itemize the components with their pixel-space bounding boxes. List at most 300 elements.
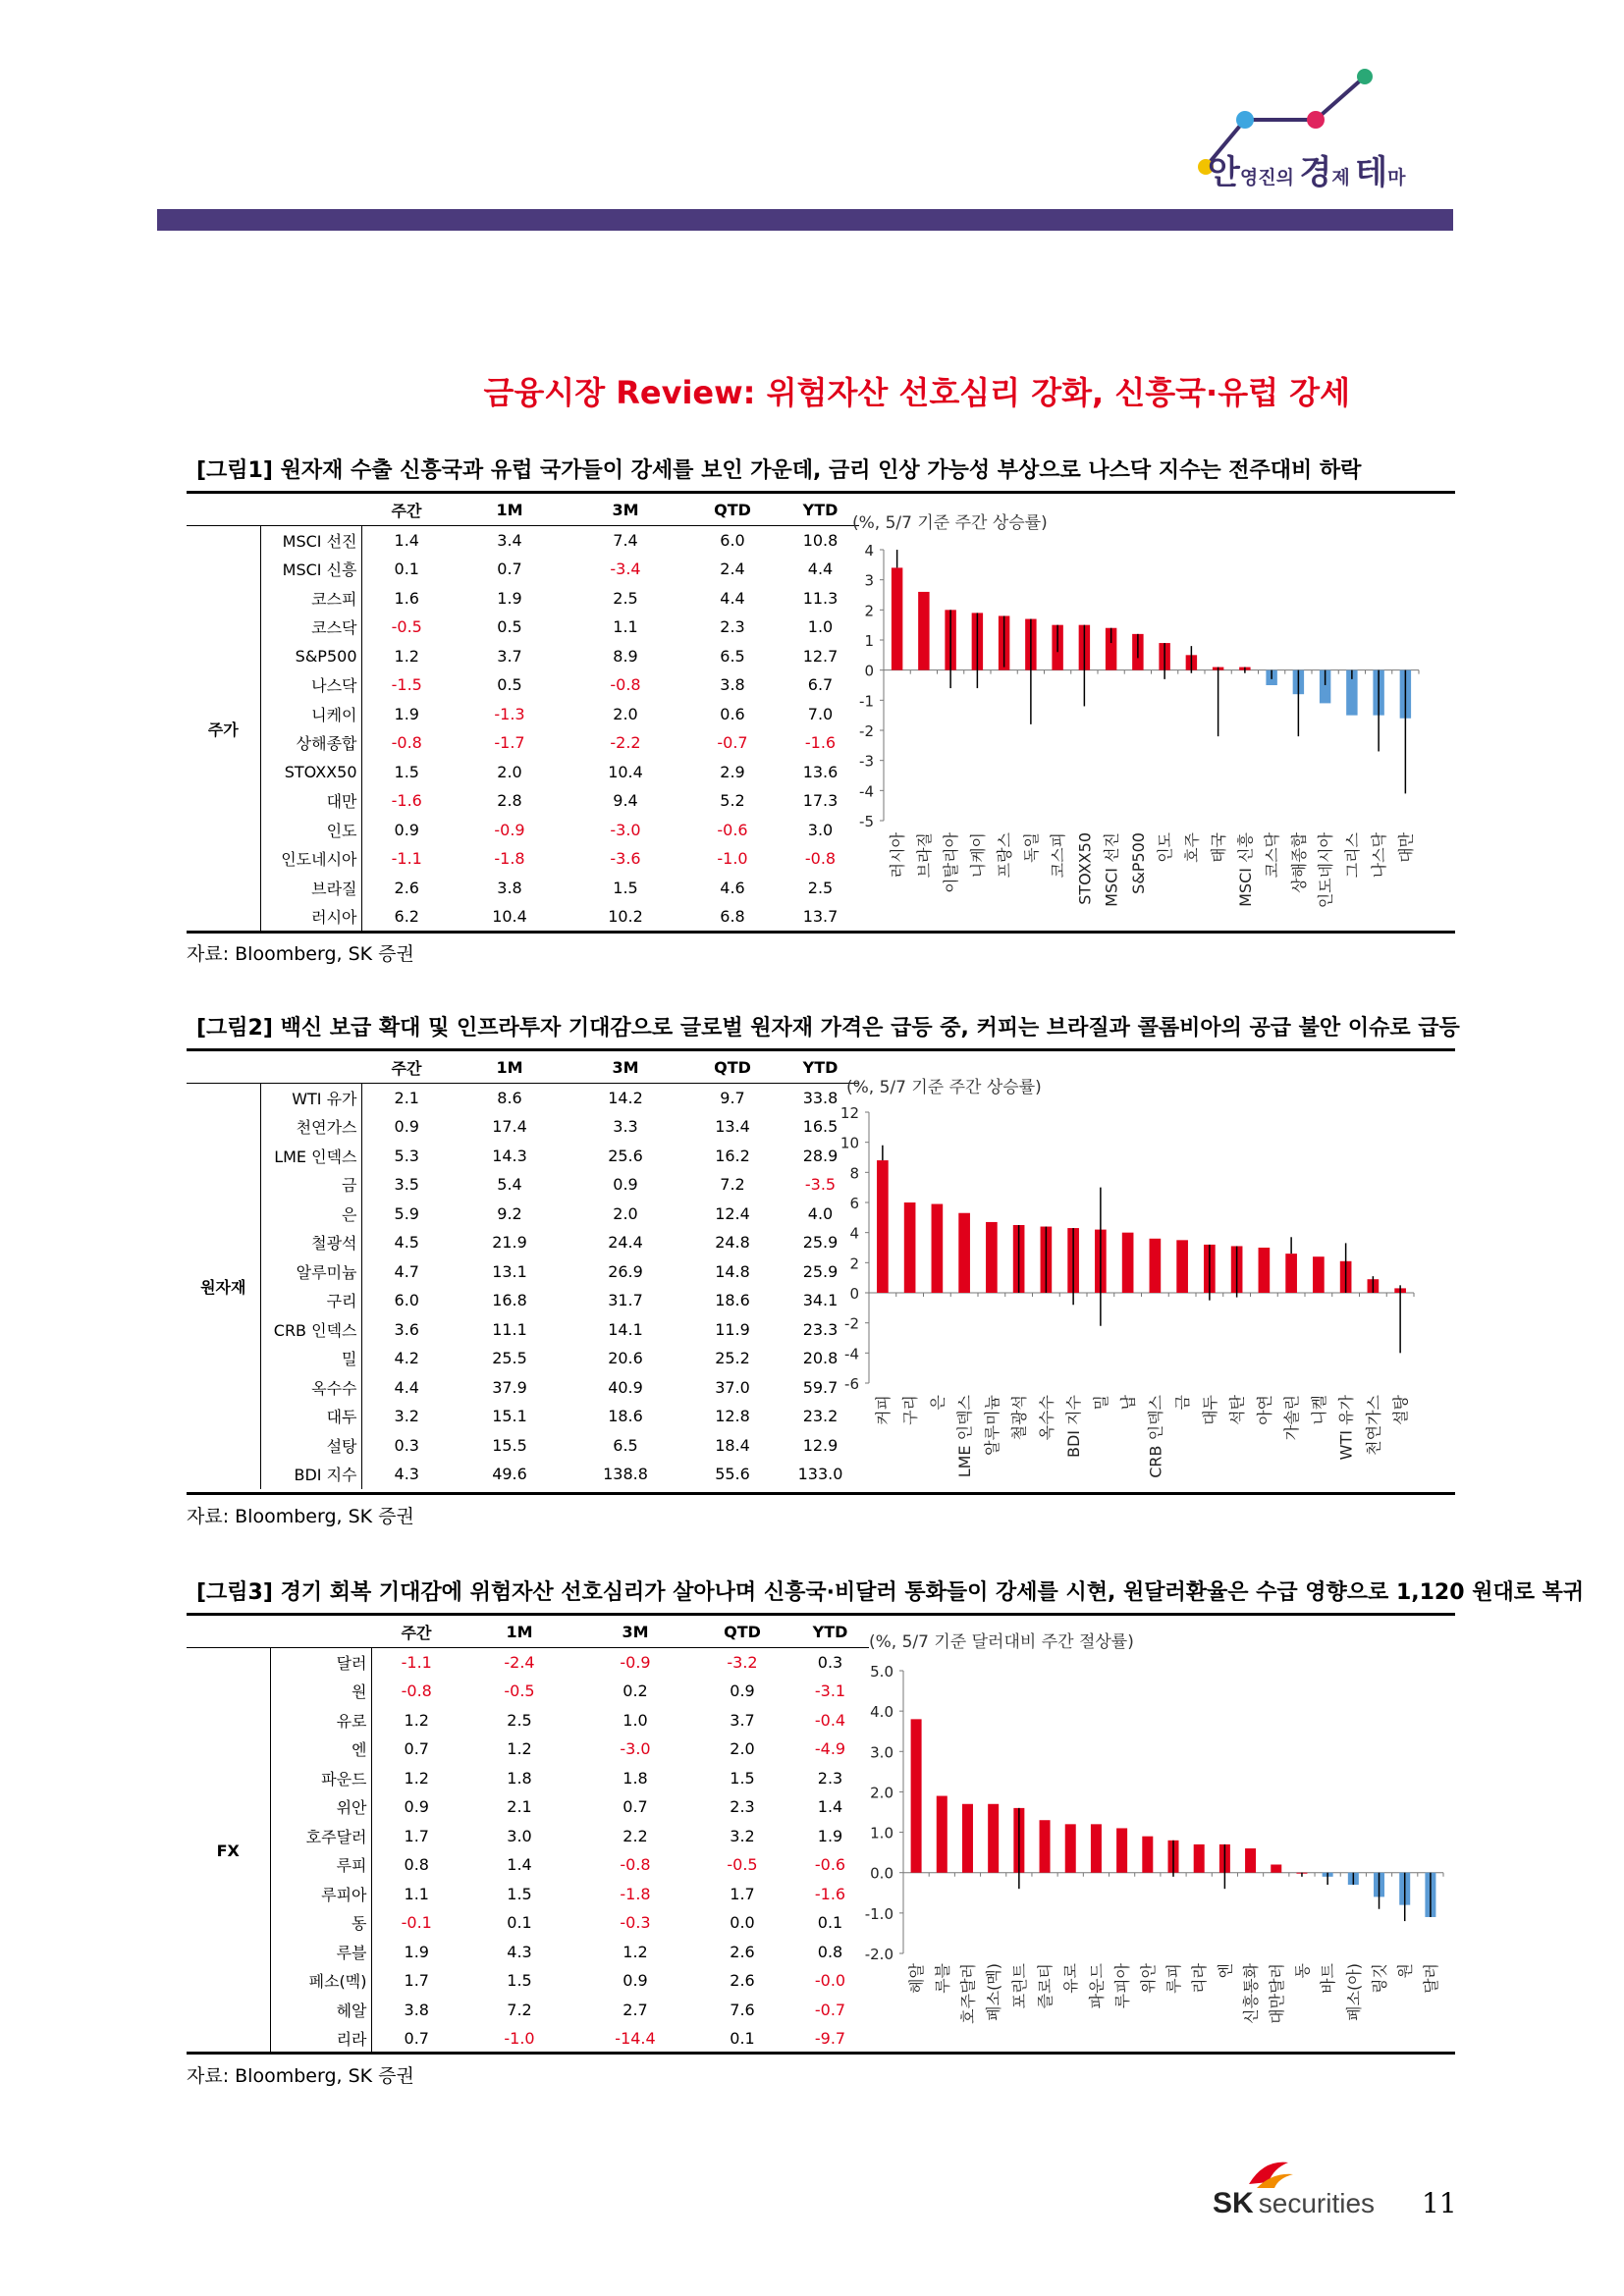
fig1-source: 자료: Bloomberg, SK 증권 [187, 943, 414, 965]
x-tick-label: 인도네시아 [1316, 832, 1335, 909]
bar [1065, 1824, 1076, 1872]
y-tick-label: 3 [864, 571, 874, 590]
x-tick-label: 유로 [1061, 1963, 1081, 1994]
bar [904, 1202, 916, 1293]
row-label: CRB 인덱스 [260, 1315, 361, 1345]
table-cell: -3.2 [727, 1652, 758, 1672]
table-cell: 3.8 [720, 675, 745, 695]
fig2-chart [825, 1095, 1434, 1507]
fig1-chart-note: (%, 5/7 기준 주간 상승률) [852, 513, 1048, 533]
table-cell: 25.9 [802, 1233, 839, 1253]
bar [958, 1213, 970, 1293]
table-cell: 49.6 [492, 1465, 527, 1484]
table-cell: 1.9 [394, 704, 419, 723]
table-row [187, 1083, 859, 1112]
table-row [187, 786, 859, 816]
table-cell: 0.1 [507, 1913, 532, 1933]
table-cell: 4.5 [394, 1233, 419, 1253]
x-tick-label: 태국 [1209, 832, 1228, 863]
y-tick-label: 2 [864, 602, 874, 620]
table-header-row [187, 1053, 859, 1083]
table-row [187, 758, 859, 787]
x-tick-label: STOXX50 [1075, 832, 1095, 905]
y-tick-label: -1 [859, 692, 874, 711]
table-row [187, 728, 859, 758]
table-cell: 3.8 [404, 2000, 429, 2019]
table-row [187, 1735, 869, 1764]
group-label: 원자재 [187, 1083, 260, 1489]
fig2-source: 자료: Bloomberg, SK 증권 [187, 1506, 414, 1527]
fig2-table [187, 1053, 859, 1489]
table-cell: -0.8 [620, 1855, 651, 1875]
table-cell: 0.7 [404, 1739, 429, 1759]
table-cell: 0.1 [394, 560, 419, 579]
table-row [187, 1373, 859, 1403]
table-cell: -1.6 [814, 1884, 846, 1903]
table-row [187, 816, 859, 845]
table-cell: 20.6 [608, 1349, 643, 1368]
table-cell: 6.0 [720, 530, 745, 550]
bar [1285, 1254, 1297, 1293]
column-header: QTD [714, 1058, 751, 1078]
table-row [187, 1792, 869, 1822]
table-cell: 12.4 [715, 1203, 750, 1223]
table-cell: 2.0 [613, 1203, 638, 1223]
table-cell: 1.2 [404, 1768, 429, 1788]
x-tick-label: BDI 지수 [1064, 1395, 1084, 1459]
y-tick-label: 3.0 [870, 1743, 893, 1762]
y-tick-label: 4 [849, 1224, 859, 1243]
row-label: 상해종합 [260, 728, 361, 758]
row-label: 인도네시아 [260, 844, 361, 874]
table-cell: 6.2 [394, 907, 419, 927]
table-row [187, 1908, 869, 1938]
x-tick-label: 설탕 [1391, 1395, 1411, 1425]
x-tick-label: 납 [1118, 1395, 1138, 1411]
table-cell: 13.1 [492, 1261, 527, 1281]
table-cell: 3.2 [730, 1826, 755, 1845]
table-cell: -1.0 [717, 849, 748, 869]
row-label: 코스피 [260, 584, 361, 614]
table-cell: 1.5 [394, 762, 419, 781]
bar [1122, 1233, 1134, 1293]
table-cell: 16.5 [802, 1117, 839, 1137]
row-label: 러시아 [260, 902, 361, 932]
table-row [187, 2024, 869, 2054]
row-label: LME 인덱스 [260, 1142, 361, 1171]
table-cell: -1.8 [494, 849, 525, 869]
row-label: 엔 [270, 1735, 371, 1764]
table-cell: 8.9 [613, 646, 638, 666]
table-cell: 10.2 [608, 907, 643, 927]
fig2-chart-note: (%, 5/7 기준 주간 상승률) [846, 1078, 1042, 1097]
table-cell: 37.9 [492, 1377, 527, 1397]
table-cell: 0.7 [497, 560, 522, 579]
table-cell: 0.9 [394, 1117, 419, 1137]
table-cell: 23.2 [802, 1407, 839, 1426]
x-tick-label: 대만달러 [1267, 1963, 1286, 2024]
table-row [187, 1257, 859, 1287]
table-cell: 31.7 [608, 1291, 643, 1310]
table-cell: 11.3 [802, 588, 839, 608]
table-cell: 1.2 [623, 1942, 648, 1961]
x-tick-label: 바트 [1319, 1963, 1338, 1994]
table-row [187, 1112, 859, 1142]
table-cell: 7.4 [613, 530, 638, 550]
table-cell: 4.3 [394, 1465, 419, 1484]
table-row [187, 525, 859, 555]
table-cell: 4.4 [807, 560, 834, 579]
column-header: YTD [802, 501, 839, 520]
table-cell: 0.0 [730, 1913, 755, 1933]
y-tick-label: 12 [839, 1104, 859, 1122]
table-cell: 2.0 [613, 704, 638, 723]
row-label: 브라질 [260, 874, 361, 903]
table-cell: 6.7 [807, 675, 834, 695]
x-tick-label: 나스닥 [1370, 832, 1389, 879]
header-band [157, 209, 1453, 231]
table-row [187, 1996, 869, 2025]
table-cell: 0.3 [394, 1435, 419, 1455]
table-cell: 0.7 [623, 1797, 648, 1817]
page-title: 금융시장 Review: 위험자산 선호심리 강화, 신흥국·유럽 강세 [483, 374, 1350, 411]
table-cell: 0.7 [404, 2029, 429, 2049]
table-cell: 9.2 [497, 1203, 522, 1223]
y-tick-label: -4 [844, 1345, 859, 1363]
table-cell: 2.6 [730, 1971, 755, 1991]
x-tick-label: 포린트 [1009, 1963, 1029, 2009]
x-tick-label: 호주 [1182, 832, 1202, 863]
table-cell: 1.1 [613, 617, 638, 637]
bar [962, 1804, 973, 1873]
table-cell: 1.4 [817, 1797, 843, 1817]
logo-char-5: 테 [1355, 153, 1388, 192]
table-cell: 3.7 [730, 1710, 755, 1730]
x-tick-label: MSCI 신흥 [1235, 832, 1255, 907]
table-cell: 3.6 [394, 1319, 419, 1339]
table-cell: 3.8 [497, 878, 522, 897]
row-label: 밀 [260, 1344, 361, 1373]
bar [1176, 1240, 1188, 1293]
x-tick-label: 금 [1173, 1395, 1193, 1411]
table-cell: 18.6 [608, 1407, 643, 1426]
table-cell: -0.5 [504, 1682, 535, 1701]
table-row [187, 1706, 869, 1735]
table-cell: 1.4 [507, 1855, 532, 1875]
fig1-title: [그림1] 원자재 수출 신흥국과 유럽 국가들이 강세를 보인 가운데, 금리 인상 가능성 부상으로 나스닥 지수는 전주대비 하락 [196, 458, 1362, 483]
column-header: 1M [496, 501, 523, 520]
table-cell: 1.6 [394, 588, 419, 608]
table-cell: -1.1 [391, 849, 422, 869]
table-cell: -1.6 [391, 791, 422, 811]
x-tick-label: 은 [928, 1395, 947, 1411]
column-header: QTD [724, 1623, 761, 1642]
table-cell: 3.0 [507, 1826, 532, 1845]
x-tick-label: 대두 [1200, 1395, 1219, 1425]
table-cell: 1.5 [507, 1971, 532, 1991]
x-tick-label: 동 [1292, 1963, 1312, 1979]
table-cell: 2.5 [807, 878, 834, 897]
table-cell: 4.4 [720, 588, 745, 608]
row-label: 대만 [260, 786, 361, 816]
table-row [187, 1431, 859, 1461]
table-row [187, 1966, 869, 1996]
x-tick-label: 신흥통화 [1241, 1963, 1261, 2024]
column-header: 1M [506, 1623, 533, 1642]
table-cell: 0.9 [404, 1797, 429, 1817]
bar [932, 1204, 944, 1293]
row-label: MSCI 선진 [260, 525, 361, 555]
fig3-table [187, 1618, 869, 2054]
logo-char-2: 영진의 [1239, 167, 1294, 188]
x-tick-label: 상해종합 [1289, 832, 1309, 893]
table-cell: -4.9 [814, 1739, 846, 1759]
table-cell: 34.1 [802, 1291, 839, 1310]
x-tick-label: 루피 [1164, 1963, 1183, 1994]
logo-char-3: 경 [1299, 153, 1332, 192]
x-tick-label: 커피 [873, 1395, 893, 1425]
row-label: 호주달러 [270, 1822, 371, 1851]
table-cell: 3.7 [497, 646, 522, 666]
table-cell: 1.7 [730, 1884, 755, 1903]
y-tick-label: 0 [864, 662, 874, 680]
x-tick-label: 루피아 [1112, 1963, 1132, 2009]
table-row [187, 1200, 859, 1229]
fig3-bottom-rule [187, 2052, 1455, 2055]
fig3-title: [그림3] 경기 회복 기대감에 위험자산 선호심리가 살아나며 신흥국·비달러 통화들이 강세를 시현, 원달러환율은 수급 영향으로 1,120 원대로 복귀 [196, 1580, 1585, 1605]
table-row [187, 1647, 869, 1677]
table-row [187, 1170, 859, 1200]
table-cell: 18.6 [715, 1291, 750, 1310]
table-cell: 0.2 [623, 1682, 648, 1701]
x-tick-label: 독일 [1021, 832, 1041, 863]
fig3-chart-note: (%, 5/7 기준 달러대비 주간 절상률) [869, 1632, 1134, 1652]
x-tick-label: 가솔린 [1282, 1395, 1302, 1441]
table-cell: 0.6 [720, 704, 745, 723]
table-cell: 9.7 [720, 1088, 745, 1107]
bar [892, 567, 902, 669]
table-cell: -2.2 [610, 733, 641, 753]
row-label: MSCI 신흥 [260, 555, 361, 584]
x-tick-label: 코스닥 [1263, 832, 1282, 879]
row-label: 리라 [270, 2024, 371, 2054]
table-cell: 0.1 [730, 2029, 755, 2049]
table-cell: 2.3 [817, 1768, 843, 1788]
table-cell: 8.6 [497, 1088, 522, 1107]
table-cell: 5.4 [497, 1175, 522, 1195]
x-tick-label: 밀 [1091, 1395, 1110, 1411]
table-cell: 7.2 [507, 2000, 532, 2019]
table-cell: 23.3 [802, 1319, 839, 1339]
column-header: QTD [714, 501, 751, 520]
table-cell: -3.1 [814, 1682, 846, 1701]
table-cell: 1.4 [394, 530, 419, 550]
table-cell: 12.8 [715, 1407, 750, 1426]
row-label: 루피 [270, 1850, 371, 1880]
bar [1116, 1828, 1127, 1872]
column-header: YTD [802, 1058, 839, 1078]
fig3-top-rule [187, 1613, 1455, 1616]
bar [1142, 1837, 1153, 1873]
x-tick-label: 석탄 [1227, 1395, 1247, 1425]
table-cell: 55.6 [715, 1465, 750, 1484]
table-row [187, 1460, 859, 1489]
table-row [187, 1938, 869, 1967]
x-tick-label: 파운드 [1087, 1963, 1107, 2009]
x-tick-label: 링깃 [1370, 1963, 1389, 1994]
table-cell: 20.8 [802, 1349, 839, 1368]
y-tick-label: 1.0 [870, 1824, 893, 1842]
table-cell: 0.1 [817, 1913, 843, 1933]
table-cell: 4.6 [720, 878, 745, 897]
table-row [187, 555, 859, 584]
table-cell: 1.8 [623, 1768, 648, 1788]
bar [911, 1719, 922, 1872]
logo-char-6: 마 [1387, 167, 1406, 188]
table-cell: -0.1 [401, 1913, 432, 1933]
fig1-table [187, 496, 859, 932]
table-cell: 59.7 [802, 1377, 839, 1397]
x-tick-label: 알루미늄 [982, 1395, 1001, 1456]
table-cell: 24.8 [715, 1233, 750, 1253]
table-row [187, 1315, 859, 1345]
table-row [187, 1677, 869, 1706]
table-cell: -0.8 [391, 733, 422, 753]
y-tick-label: 4 [864, 542, 874, 560]
table-cell: 2.6 [394, 878, 419, 897]
row-label: WTI 유가 [260, 1083, 361, 1112]
table-cell: 14.2 [608, 1088, 643, 1107]
fig1-chart [839, 530, 1429, 942]
table-row [187, 1142, 859, 1171]
logo-char-1: 안 [1208, 153, 1240, 192]
brand-sk: SK [1213, 2187, 1254, 2219]
table-cell: -0.8 [401, 1682, 432, 1701]
row-label: 천연가스 [260, 1112, 361, 1142]
group-label: 주가 [187, 525, 260, 932]
y-tick-label: 5.0 [870, 1663, 893, 1681]
table-cell: 2.0 [497, 762, 522, 781]
x-tick-label: 옥수수 [1037, 1395, 1056, 1441]
x-tick-label: 니케이 [968, 832, 988, 879]
y-tick-label: -2 [844, 1314, 859, 1333]
table-cell: 0.9 [613, 1175, 638, 1195]
table-cell: 14.1 [608, 1319, 643, 1339]
fig3-chart [844, 1649, 1453, 2052]
table-cell: 2.0 [730, 1739, 755, 1759]
x-tick-label: LME 인덱스 [955, 1395, 975, 1478]
table-cell: 40.9 [608, 1377, 643, 1397]
column-header: 3M [612, 501, 639, 520]
bar [877, 1160, 889, 1293]
table-cell: 0.3 [817, 1652, 843, 1672]
fig2-bottom-rule [187, 1492, 1455, 1495]
table-cell: 13.7 [802, 907, 839, 927]
x-tick-label: 대만 [1396, 832, 1416, 863]
y-tick-label: -3 [859, 752, 874, 771]
table-cell: -0.8 [610, 675, 641, 695]
table-cell: 2.1 [507, 1797, 532, 1817]
table-cell: 6.5 [613, 1435, 638, 1455]
bar [1271, 1864, 1281, 1872]
table-cell: 33.8 [802, 1088, 839, 1107]
table-cell: -9.7 [814, 2029, 846, 2049]
table-row [187, 642, 859, 671]
column-header: 1M [496, 1058, 523, 1078]
x-tick-label: 러시아 [888, 832, 907, 879]
y-tick-label: -6 [844, 1375, 859, 1393]
table-cell: 13.6 [802, 762, 839, 781]
fig1-bottom-rule [187, 931, 1455, 934]
table-cell: 4.4 [394, 1377, 419, 1397]
row-label: 위안 [270, 1792, 371, 1822]
table-row [187, 902, 859, 932]
table-cell: 2.2 [623, 1826, 648, 1845]
table-cell: 1.7 [404, 1826, 429, 1845]
x-tick-label: 호주달러 [958, 1963, 978, 2024]
table-cell: 18.4 [715, 1435, 750, 1455]
table-cell: 21.9 [492, 1233, 527, 1253]
table-cell: 37.0 [715, 1377, 750, 1397]
table-cell: 0.8 [404, 1855, 429, 1875]
y-tick-label: 8 [849, 1164, 859, 1183]
table-cell: 10.4 [492, 907, 527, 927]
x-tick-label: 아연 [1255, 1395, 1274, 1425]
table-cell: 10.8 [802, 530, 839, 550]
x-tick-label: 헤알 [907, 1963, 927, 1994]
row-label: 알루미늄 [260, 1257, 361, 1287]
table-cell: 6.0 [394, 1291, 419, 1310]
table-cell: -0.4 [814, 1710, 846, 1730]
bar [1040, 1820, 1051, 1872]
table-cell: 133.0 [797, 1465, 843, 1484]
table-cell: 28.9 [802, 1146, 839, 1165]
row-label: 파운드 [270, 1764, 371, 1793]
table-cell: -3.0 [620, 1739, 651, 1759]
y-tick-label: 10 [839, 1134, 859, 1152]
row-label: 옥수수 [260, 1373, 361, 1403]
x-tick-label: 브라질 [914, 832, 934, 879]
table-cell: -0.9 [494, 820, 525, 839]
table-cell: -0.7 [814, 2000, 846, 2019]
table-cell: 15.5 [492, 1435, 527, 1455]
table-cell: -0.3 [620, 1913, 651, 1933]
column-header: 3M [612, 1058, 639, 1078]
table-cell: -1.6 [804, 733, 837, 753]
x-tick-label: 엔 [1216, 1963, 1235, 1979]
row-label: 페소(멕) [270, 1966, 371, 1996]
table-cell: -1.8 [620, 1884, 651, 1903]
table-cell: 2.6 [730, 1942, 755, 1961]
y-tick-label: 1 [864, 632, 874, 650]
table-cell: -0.7 [717, 733, 748, 753]
table-cell: 11.1 [492, 1319, 527, 1339]
table-cell: 1.9 [404, 1942, 429, 1961]
table-row [187, 1402, 859, 1431]
table-cell: 3.4 [497, 530, 522, 550]
table-cell: -0.5 [727, 1855, 758, 1875]
table-row [187, 1344, 859, 1373]
table-cell: 138.8 [603, 1465, 648, 1484]
table-cell: 25.2 [715, 1349, 750, 1368]
x-tick-label: 니켈 [1309, 1395, 1328, 1425]
table-cell: 12.9 [802, 1435, 839, 1455]
table-cell: 3.2 [394, 1407, 419, 1426]
table-cell: 2.5 [507, 1710, 532, 1730]
row-label: 인도 [260, 816, 361, 845]
table-cell: 5.3 [394, 1146, 419, 1165]
table-cell: 0.9 [730, 1682, 755, 1701]
